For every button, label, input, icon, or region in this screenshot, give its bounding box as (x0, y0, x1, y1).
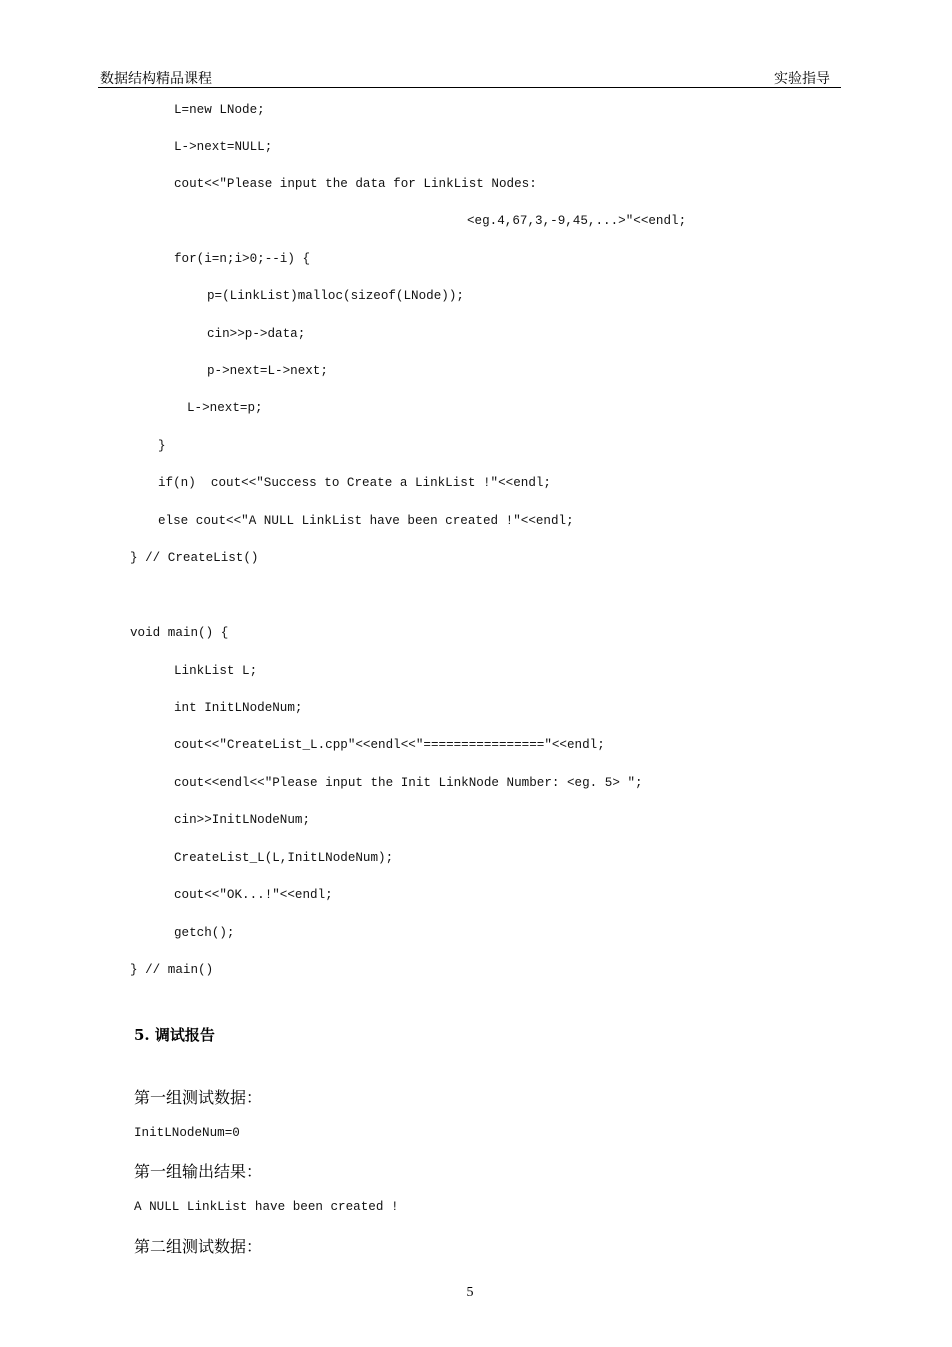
code-line: } // main() (130, 963, 214, 977)
code-line: if(n) cout<<"Success to Create a LinkList !"<<endl; (158, 476, 551, 490)
header-rule (98, 87, 841, 88)
code-line: LinkList L; (174, 664, 258, 678)
code-line: int InitLNodeNum; (174, 701, 303, 715)
code-line: cin>>p->data; (207, 327, 306, 341)
code-line: cout<<"CreateList_L.cpp"<<endl<<"================"<<endl; (174, 738, 605, 752)
code-line: cout<<"Please input the data for LinkList Nodes: (174, 177, 537, 191)
result1-label: 第一组输出结果： (134, 1162, 263, 1181)
code-line: L->next=p; (187, 401, 263, 415)
code-line: else cout<<"A NULL LinkList have been created !"<<endl; (158, 514, 574, 528)
code-line: cin>>InitLNodeNum; (174, 813, 311, 827)
code-line: void main() { (130, 626, 229, 640)
test1-label: 第一组测试数据： (134, 1088, 263, 1107)
header-section-title: 实验指导 (774, 71, 830, 87)
result1-data: A NULL LinkList have been created ! (134, 1200, 399, 1214)
test2-label: 第二组测试数据： (134, 1237, 263, 1256)
code-line: for(i=n;i>0;--i) { (174, 252, 311, 266)
code-line: <eg.4,67,3,-9,45,...>"<<endl; (467, 214, 687, 228)
code-line: p=(LinkList)malloc(sizeof(LNode)); (207, 289, 464, 303)
code-line: } // CreateList() (130, 551, 259, 565)
code-line: } (158, 439, 166, 453)
code-line: L=new LNode; (174, 103, 265, 117)
code-line: p->next=L->next; (207, 364, 328, 378)
code-line: CreateList_L(L,InitLNodeNum); (174, 851, 394, 865)
code-line: cout<<endl<<"Please input the Init LinkNode Number: <eg. 5> "; (174, 776, 643, 790)
code-line: getch(); (174, 926, 235, 940)
code-line: L->next=NULL; (174, 140, 273, 154)
code-line: cout<<"OK...!"<<endl; (174, 888, 333, 902)
page-number: 5 (466, 1285, 474, 1300)
header-course-title: 数据结构精品课程 (100, 71, 212, 87)
section-heading: 5. 调试报告 (134, 1026, 215, 1044)
test1-data: InitLNodeNum=0 (134, 1126, 240, 1140)
